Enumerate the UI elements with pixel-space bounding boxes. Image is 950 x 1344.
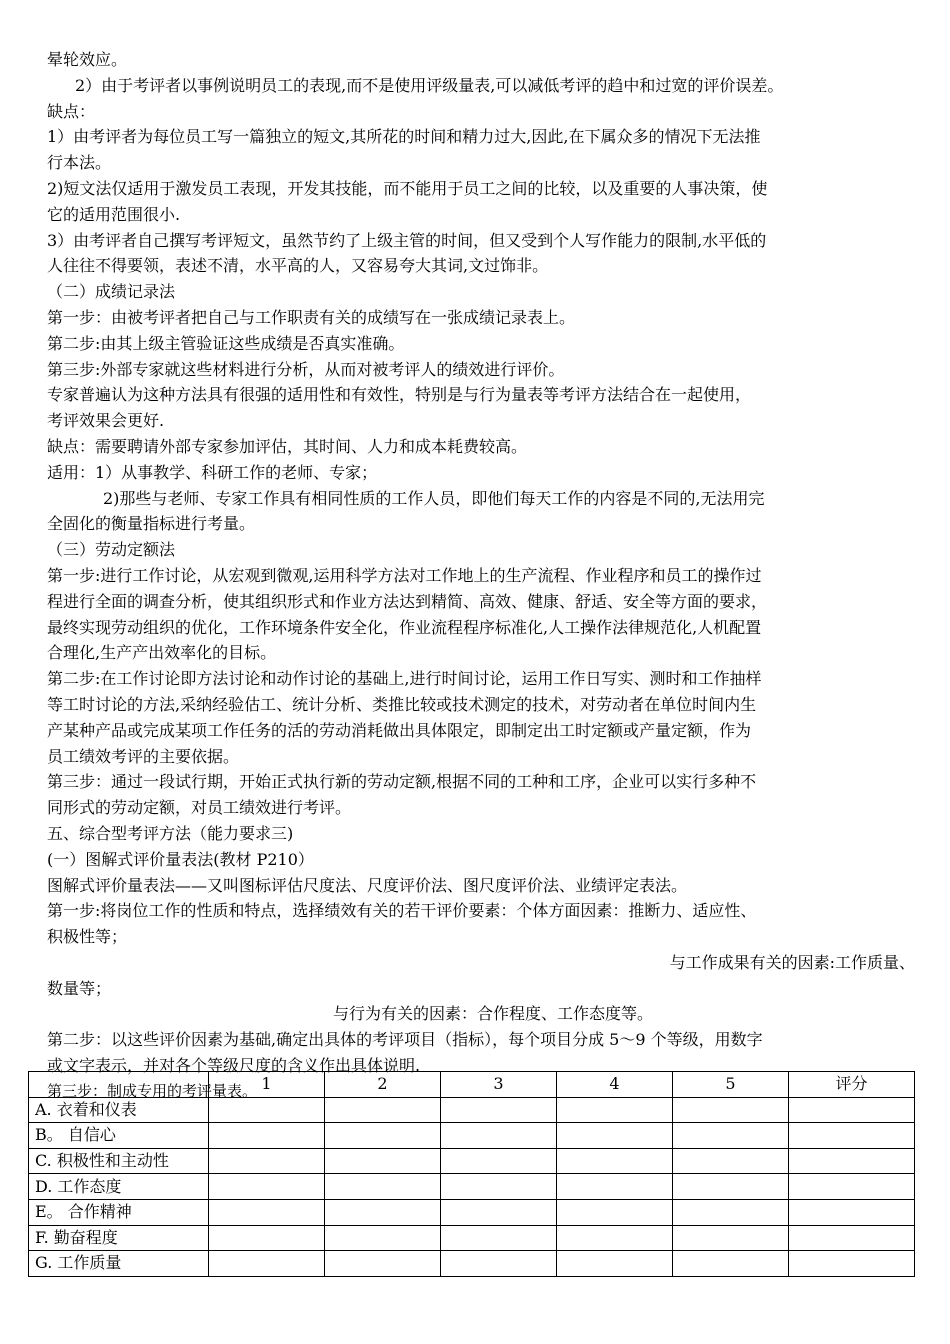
score-cell[interactable] bbox=[209, 1097, 325, 1123]
score-cell[interactable] bbox=[441, 1225, 557, 1251]
text-line: 人往往不得要领，表述不清，水平高的人，又容易夸大其词,文过饰非。 bbox=[47, 256, 549, 276]
text-line: 第三步：制成专用的考评量表。 bbox=[47, 1081, 258, 1100]
score-cell[interactable] bbox=[441, 1251, 557, 1277]
text-line: 图解式评价量表法——又叫图标评估尺度法、尺度评价法、图尺度评价法、业绩评定表法。 bbox=[47, 875, 688, 895]
table-row bbox=[29, 1148, 915, 1174]
section-heading: (一）图解式评价量表法(教材 P210） bbox=[47, 849, 314, 869]
text-line: 适用：1）从事教学、科研工作的老师、专家； bbox=[47, 462, 378, 482]
table-header-cell: 评分 bbox=[789, 1072, 915, 1098]
text-line: 最终实现劳动组织的优化，工作环境条件安全化，作业流程程序标准化,人工操作法律规范化,人机配置 bbox=[47, 617, 762, 637]
text-line: 第三步:外部专家就这些材料进行分析，从而对被考评人的绩效进行评价。 bbox=[47, 359, 565, 379]
text-line: 1）由考评者为每位员工写一篇独立的短文,其所花的时间和精力过大,因此,在下属众多的情况下无法推 bbox=[47, 127, 761, 147]
total-cell[interactable] bbox=[789, 1251, 915, 1277]
text-line: 产某种产品或完成某项工作任务的活的劳动消耗做出具体限定，即制定出工时定额或产量定额，作为 bbox=[47, 720, 752, 740]
score-cell[interactable] bbox=[673, 1123, 789, 1149]
text-line: 第一步：由被考评者把自己与工作职责有关的成绩写在一张成绩记录表上。 bbox=[47, 307, 576, 327]
score-cell[interactable] bbox=[557, 1251, 673, 1277]
score-cell[interactable] bbox=[325, 1123, 441, 1149]
table-row bbox=[29, 1225, 915, 1251]
total-cell[interactable] bbox=[789, 1199, 915, 1225]
document-body bbox=[47, 47, 915, 1105]
table-header-cell: 3 bbox=[441, 1072, 557, 1098]
text-line: 行本法。 bbox=[47, 153, 112, 173]
row-label: C. 积极性和主动性 bbox=[29, 1148, 209, 1174]
score-cell[interactable] bbox=[209, 1174, 325, 1200]
text-line: 2）由于考评者以事例说明员工的表现,而不是使用评级量表,可以减低考评的趋中和过宽的评价误差。 bbox=[75, 75, 784, 95]
score-cell[interactable] bbox=[557, 1199, 673, 1225]
text-line: 或文字表示，并对各个等级尺度的含义作出具体说明. bbox=[47, 1056, 421, 1076]
table-header-cell: 4 bbox=[557, 1072, 673, 1098]
row-label: A. 衣着和仪表 bbox=[29, 1097, 209, 1123]
score-cell[interactable] bbox=[441, 1148, 557, 1174]
score-cell[interactable] bbox=[325, 1174, 441, 1200]
text-line: 程进行全面的调查分析，使其组织形式和作业方法达到精简、高效、健康、舒适、安全等方面的要求， bbox=[47, 591, 768, 611]
score-cell[interactable] bbox=[557, 1225, 673, 1251]
text-line: 合理化,生产产出效率化的目标。 bbox=[47, 643, 277, 663]
section-heading: （三）劳动定额法 bbox=[47, 540, 176, 560]
text-line: 它的适用范围很小. bbox=[47, 204, 181, 224]
score-cell[interactable] bbox=[557, 1123, 673, 1149]
text-line: 专家普遍认为这种方法具有很强的适用性和有效性，特别是与行为量表等考评方法结合在一起使用， bbox=[47, 385, 752, 405]
text-line: 2)那些与老师、专家工作具有相同性质的工作人员，即他们每天工作的内容是不同的,无法用完 bbox=[103, 488, 765, 508]
table-header-cell: 2 bbox=[325, 1072, 441, 1098]
total-cell[interactable] bbox=[789, 1097, 915, 1123]
text-line: 考评效果会更好. bbox=[47, 411, 165, 431]
text-line: 员工绩效考评的主要依据。 bbox=[47, 746, 240, 766]
total-cell[interactable] bbox=[789, 1174, 915, 1200]
text-line: 等工时讨论的方法,采纳经验估工、统计分析、类推比较或技术测定的技术，对劳动者在单位时间内生 bbox=[47, 694, 757, 714]
table-row bbox=[29, 1097, 915, 1123]
table-header-cell: 1 bbox=[209, 1072, 325, 1098]
score-cell[interactable] bbox=[557, 1148, 673, 1174]
score-cell[interactable] bbox=[325, 1225, 441, 1251]
score-cell[interactable] bbox=[673, 1097, 789, 1123]
row-label: G. 工作质量 bbox=[29, 1251, 209, 1277]
text-line: 全固化的衡量指标进行考量。 bbox=[47, 514, 256, 534]
text-line: 缺点：需要聘请外部专家参加评估，其时间、人力和成本耗费较高。 bbox=[47, 436, 528, 456]
section-heading: （二）成绩记录法 bbox=[47, 282, 176, 302]
section-heading: 五、综合型考评方法（能力要求三) bbox=[47, 823, 294, 843]
text-line: 与工作成果有关的因素:工作质量、 bbox=[669, 952, 915, 972]
table-row bbox=[29, 1199, 915, 1225]
row-label: E。 合作精神 bbox=[29, 1199, 209, 1225]
text-line: 第一步:进行工作讨论，从宏观到微观,运用科学方法对工作地上的生产流程、作业程序和员工的操作过 bbox=[47, 565, 762, 585]
table-header-cell: 5 bbox=[673, 1072, 789, 1098]
table-header-row bbox=[29, 1072, 915, 1098]
score-cell[interactable] bbox=[325, 1251, 441, 1277]
total-cell[interactable] bbox=[789, 1123, 915, 1149]
text-line: 积极性等； bbox=[47, 927, 128, 947]
text-line: 2)短文法仅适用于激发员工表现，开发其技能，而不能用于员工之间的比较，以及重要的人事决策，使 bbox=[47, 178, 768, 198]
score-cell[interactable] bbox=[557, 1097, 673, 1123]
score-cell[interactable] bbox=[673, 1174, 789, 1200]
row-label: F. 勤奋程度 bbox=[29, 1225, 209, 1251]
score-cell[interactable] bbox=[209, 1199, 325, 1225]
row-label: B。 自信心 bbox=[29, 1123, 209, 1149]
text-line: 晕轮效应。 bbox=[47, 50, 128, 69]
score-cell[interactable] bbox=[325, 1199, 441, 1225]
text-line: 3）由考评者自己撰写考评短文，虽然节约了上级主管的时间，但又受到个人写作能力的限制,水平低的 bbox=[47, 230, 767, 250]
text-line: 缺点： bbox=[47, 101, 96, 121]
row-label: D. 工作态度 bbox=[29, 1174, 209, 1200]
text-line: 第二步:由其上级主管验证这些成绩是否真实准确。 bbox=[47, 333, 405, 353]
score-cell[interactable] bbox=[325, 1148, 441, 1174]
table-row bbox=[29, 1123, 915, 1149]
text-line: 第一步:将岗位工作的性质和特点，选择绩效有关的若干评价要素：个体方面因素：推断力、适应性、 bbox=[47, 901, 757, 921]
score-cell[interactable] bbox=[673, 1251, 789, 1277]
total-cell[interactable] bbox=[789, 1225, 915, 1251]
score-cell[interactable] bbox=[209, 1123, 325, 1149]
score-cell[interactable] bbox=[557, 1174, 673, 1200]
score-cell[interactable] bbox=[441, 1097, 557, 1123]
rating-scale-table bbox=[28, 1071, 915, 1277]
text-line: 第三步：通过一段试行期，开始正式执行新的劳动定额,根据不同的工种和工序，企业可以实行多种不 bbox=[47, 772, 757, 792]
text-line: 数量等； bbox=[47, 978, 112, 998]
score-cell[interactable] bbox=[209, 1251, 325, 1277]
score-cell[interactable] bbox=[325, 1097, 441, 1123]
text-line: 同形式的劳动定额，对员工绩效进行考评。 bbox=[47, 798, 352, 818]
table-header-cell bbox=[29, 1072, 209, 1098]
score-cell[interactable] bbox=[441, 1199, 557, 1225]
total-cell[interactable] bbox=[789, 1148, 915, 1174]
text-line: 第二步：以这些评价因素为基础,确定出具体的考评项目（指标），每个项目分成 5～9 个等级，用数字 bbox=[47, 1030, 763, 1050]
score-cell[interactable] bbox=[441, 1123, 557, 1149]
text-line: 与行为有关的因素：合作程度、工作态度等。 bbox=[333, 1004, 654, 1024]
table-row bbox=[29, 1174, 915, 1200]
score-cell[interactable] bbox=[441, 1174, 557, 1200]
score-cell[interactable] bbox=[673, 1199, 789, 1225]
score-cell[interactable] bbox=[209, 1225, 325, 1251]
score-cell[interactable] bbox=[673, 1148, 789, 1174]
score-cell[interactable] bbox=[209, 1148, 325, 1174]
table-row bbox=[29, 1251, 915, 1277]
text-line: 第二步:在工作讨论即方法讨论和动作讨论的基础上,进行时间讨论，运用工作日写实、测时和工作抽样 bbox=[47, 669, 762, 689]
score-cell[interactable] bbox=[673, 1225, 789, 1251]
